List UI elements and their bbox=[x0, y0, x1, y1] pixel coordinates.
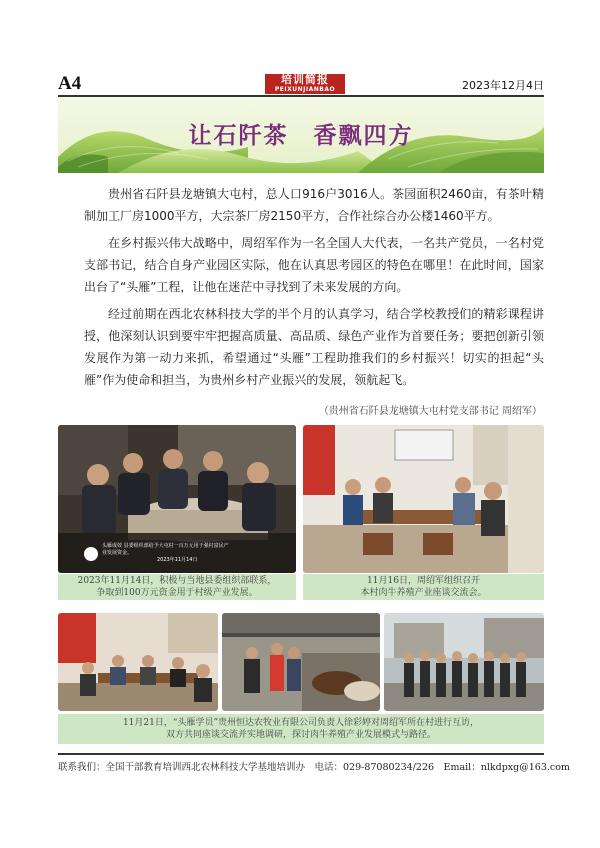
masthead-title: 培训简报 bbox=[281, 73, 329, 86]
page-number: A4 bbox=[58, 73, 82, 94]
photo-overlay-caption: 头雁成效 县委组织部给予大屯村一百万元用于强村富民产业发展资金。 bbox=[102, 543, 229, 556]
banner-title: 让石阡茶 香飘四方 bbox=[188, 122, 414, 149]
masthead bbox=[265, 74, 345, 94]
caption-line: 2023年11月14日，积极与当地县委组织部联系， bbox=[77, 576, 277, 586]
issue-date: 2023年12月4日 bbox=[462, 79, 544, 92]
contact-footer: 联系我们：全国干部教育培训西北农林科技大学基地培训办 电话：029-87080234/226 Email：nlkdpxg@163.com bbox=[58, 762, 570, 773]
masthead-subtitle: PEIXUNJIANBAO bbox=[274, 86, 336, 93]
article-body bbox=[84, 183, 544, 396]
photo-overlay-text bbox=[102, 543, 232, 564]
caption-line: 11月21日，“头雁学员”贵州恒达农牧业有限公司负责人徐彩婷对周绍军所在村进行互访， bbox=[122, 718, 480, 728]
video-play-icon bbox=[84, 547, 98, 561]
caption-line: 争取到100万元资金用于村级产业发展。 bbox=[96, 588, 258, 598]
caption-photos-row-2 bbox=[58, 714, 544, 744]
footer-rule bbox=[58, 753, 544, 755]
photo-meeting-2 bbox=[303, 425, 544, 573]
paragraph: 经过前期在西北农林科技大学的半个月的认真学习，结合学校教授们的精彩课程讲授，他深刻认识到要牢牢把握高质量、高品质、绿色产业作为首要任务；要把创新引领发展作为第一动力来抓，希望通过“头雁”工程助推我们的乡村振兴！切实的担起“头雁”作为使命和担当，为贵州乡村产业振兴的发展，领航起飞。 bbox=[84, 307, 544, 387]
photo-overlay-date: 2023年11月14日 bbox=[157, 557, 198, 563]
caption-line: 双方共同座谈交流并实地调研，探讨肉牛养殖产业发展模式与路径。 bbox=[165, 730, 436, 740]
photo-group-outdoor bbox=[384, 613, 544, 711]
photo-meeting-1 bbox=[58, 425, 296, 573]
caption-photo-2 bbox=[303, 574, 544, 600]
caption-line: 本村肉牛养殖产业座谈交流会。 bbox=[360, 588, 487, 598]
caption-photo-1 bbox=[58, 574, 296, 600]
photo-cattle-barn bbox=[222, 613, 380, 711]
author-signature: （贵州省石阡县龙塘镇大屯村党支部书记 周绍军） bbox=[318, 406, 542, 417]
paragraph: 在乡村振兴伟大战略中，周绍军作为一名全国人大代表，一名共产党员，一名村党支部书记，结合自身产业园区实际，他在认真思考园区的特色在哪里！在此时间，国家出台了“头雁”工程，让他在迷茫中寻找到了未来发展的方向。 bbox=[84, 236, 544, 294]
paragraph: 贵州省石阡县龙塘镇大屯村，总人口916户3016人。茶园面积2460亩，有茶叶精制加工厂房1000平方，大宗茶厂房2150平方，合作社综合办公楼1460平方。 bbox=[84, 187, 544, 223]
photo-exchange-meeting bbox=[58, 613, 218, 711]
page-header bbox=[58, 74, 544, 94]
title-banner bbox=[58, 97, 544, 173]
caption-line: 11月16日，周绍军组织召开 bbox=[367, 576, 480, 586]
